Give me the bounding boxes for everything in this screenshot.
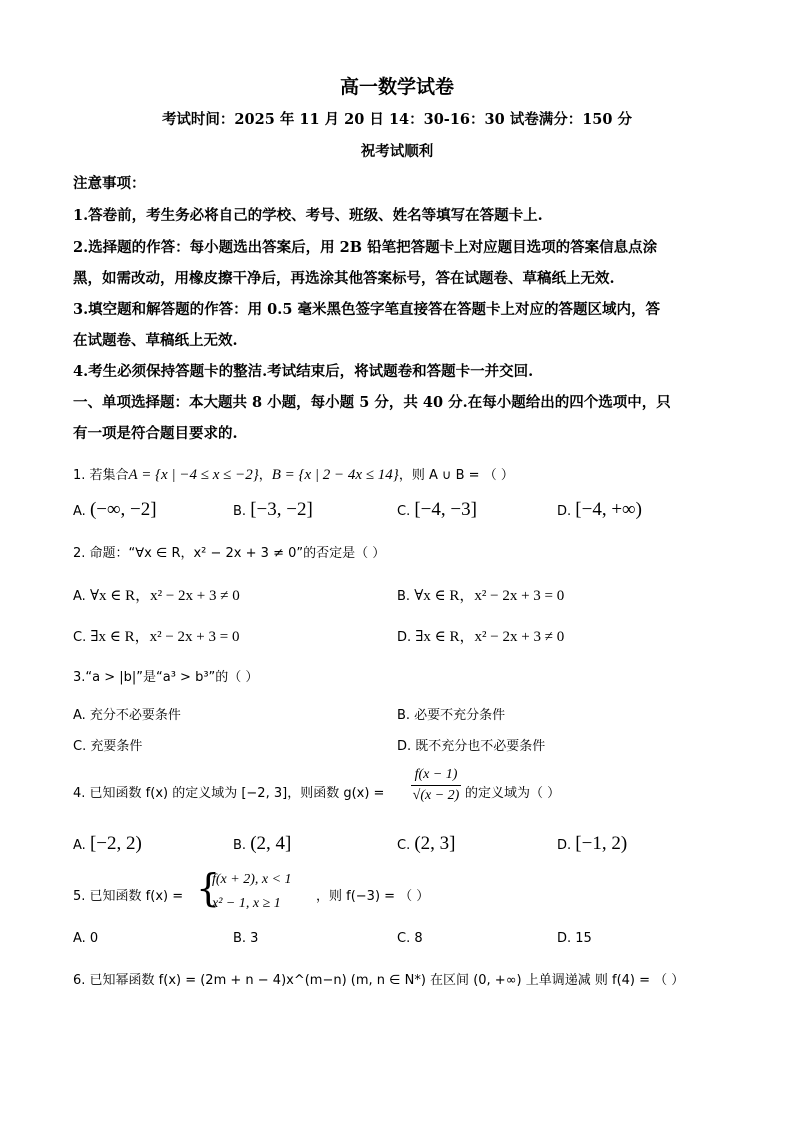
good-luck-line: 祝考试顺利 bbox=[360, 143, 434, 160]
question-4-stem-part-1: 4. 已知函数 f(x) 的定义域为 [−2, 3]，则函数 g(x) = bbox=[73, 786, 385, 801]
question-1-option-b: B. [−3, −2] bbox=[233, 499, 313, 520]
question-2-option-c: C. ∃x ∈ R，x² − 2x + 3 = 0 bbox=[73, 629, 240, 645]
question-5-option-b: B. 3 bbox=[233, 931, 259, 946]
question-2-option-b: B. ∀x ∈ R，x² − 2x + 3 = 0 bbox=[397, 588, 565, 604]
question-1-option-c: C. [−4, −3] bbox=[397, 499, 477, 520]
question-5-option-d: D. 15 bbox=[557, 931, 592, 946]
question-4-option-d: D. [−1, 2) bbox=[557, 833, 628, 854]
question-3-option-b: B. 必要不充分条件 bbox=[397, 708, 506, 723]
exam-time-line: 考试时间：2025 年 11 月 20 日 14：30-16：30 试卷满分：150 分 bbox=[161, 111, 633, 128]
note-3-line-1: 3.填空题和解答题的作答：用 0.5 毫米黑色签字笔直接答在答题卡上对应的答题区域内，答 bbox=[73, 301, 660, 318]
question-1-stem: 1. 若集合A = {x | −4 ≤ x ≤ −2}，B = {x | 2 − 4x ≤ 14}，则 A ∪ B = （ ） bbox=[73, 467, 514, 483]
question-4-option-b: B. (2, 4] bbox=[233, 833, 292, 854]
question-3-stem: 3.“a > |b|”是“a³ > b³”的（ ） bbox=[73, 670, 259, 685]
question-6-stem: 6. 已知幂函数 f(x) = (2m + n − 4)x^(m−n) (m, n ∈ N*) 在区间 (0, +∞) 上单调递减 则 f(4) = （ ） bbox=[73, 973, 685, 988]
note-3-line-2: 在试题卷、草稿纸上无效. bbox=[73, 332, 238, 349]
question-3-option-d: D. 既不充分也不必要条件 bbox=[397, 739, 546, 754]
question-2-stem: 2. 命题：“∀x ∈ R，x² − 2x + 3 ≠ 0”的否定是（ ） bbox=[73, 546, 386, 561]
question-1-option-a: A. (−∞, −2] bbox=[73, 499, 157, 520]
section-heading-line-1: 一、单项选择题：本大题共 8 小题，每小题 5 分，共 40 分.在每小题给出的四个选项中，只 bbox=[73, 394, 671, 411]
question-4-option-a: A. [−2, 2) bbox=[73, 833, 142, 854]
fraction-numerator: f(x − 1) bbox=[411, 767, 461, 786]
question-5-stem-part-1: 5. 已知函数 f(x) = bbox=[73, 889, 184, 904]
piecewise-brace: { bbox=[196, 866, 221, 910]
piecewise-case-1: f(x + 2), x < 1 bbox=[212, 872, 292, 887]
piecewise-case-2: x² − 1, x ≥ 1 bbox=[212, 896, 281, 911]
question-3-option-c: C. 充要条件 bbox=[73, 739, 143, 754]
question-2-option-a: A. ∀x ∈ R，x² − 2x + 3 ≠ 0 bbox=[73, 588, 240, 604]
question-2-option-d: D. ∃x ∈ R，x² − 2x + 3 ≠ 0 bbox=[397, 629, 565, 645]
fraction-denominator: √(x − 2) bbox=[412, 788, 460, 803]
note-2-line-1: 2.选择题的作答：每小题选出答案后，用 2B 铅笔把答题卡上对应题目选项的答案信息点涂 bbox=[73, 239, 658, 256]
question-4-stem-part-2: 的定义域为（ ） bbox=[465, 786, 561, 801]
question-1-option-d: D. [−4, +∞) bbox=[557, 499, 642, 520]
question-5-option-c: C. 8 bbox=[397, 931, 423, 946]
question-4-option-c: C. (2, 3] bbox=[397, 833, 456, 854]
notes-heading: 注意事项： bbox=[73, 175, 146, 192]
question-5-option-a: A. 0 bbox=[73, 931, 99, 946]
section-heading-line-2: 有一项是符合题目要求的. bbox=[73, 425, 238, 442]
note-2-line-2: 黑，如需改动，用橡皮擦干净后，再选涂其他答案标号，答在试题卷、草稿纸上无效. bbox=[73, 270, 615, 287]
note-1: 1.答卷前，考生务必将自己的学校、考号、班级、姓名等填写在答题卡上. bbox=[73, 207, 543, 224]
page-title: 高一数学试卷 bbox=[339, 76, 454, 98]
question-5-stem-part-2: ，则 f(−3) = （ ） bbox=[316, 889, 430, 904]
question-4-fraction bbox=[411, 767, 461, 804]
question-3-option-a: A. 充分不必要条件 bbox=[73, 708, 181, 723]
note-4: 4.考生必须保持答题卡的整洁.考试结束后，将试题卷和答题卡一并交回. bbox=[73, 363, 534, 380]
